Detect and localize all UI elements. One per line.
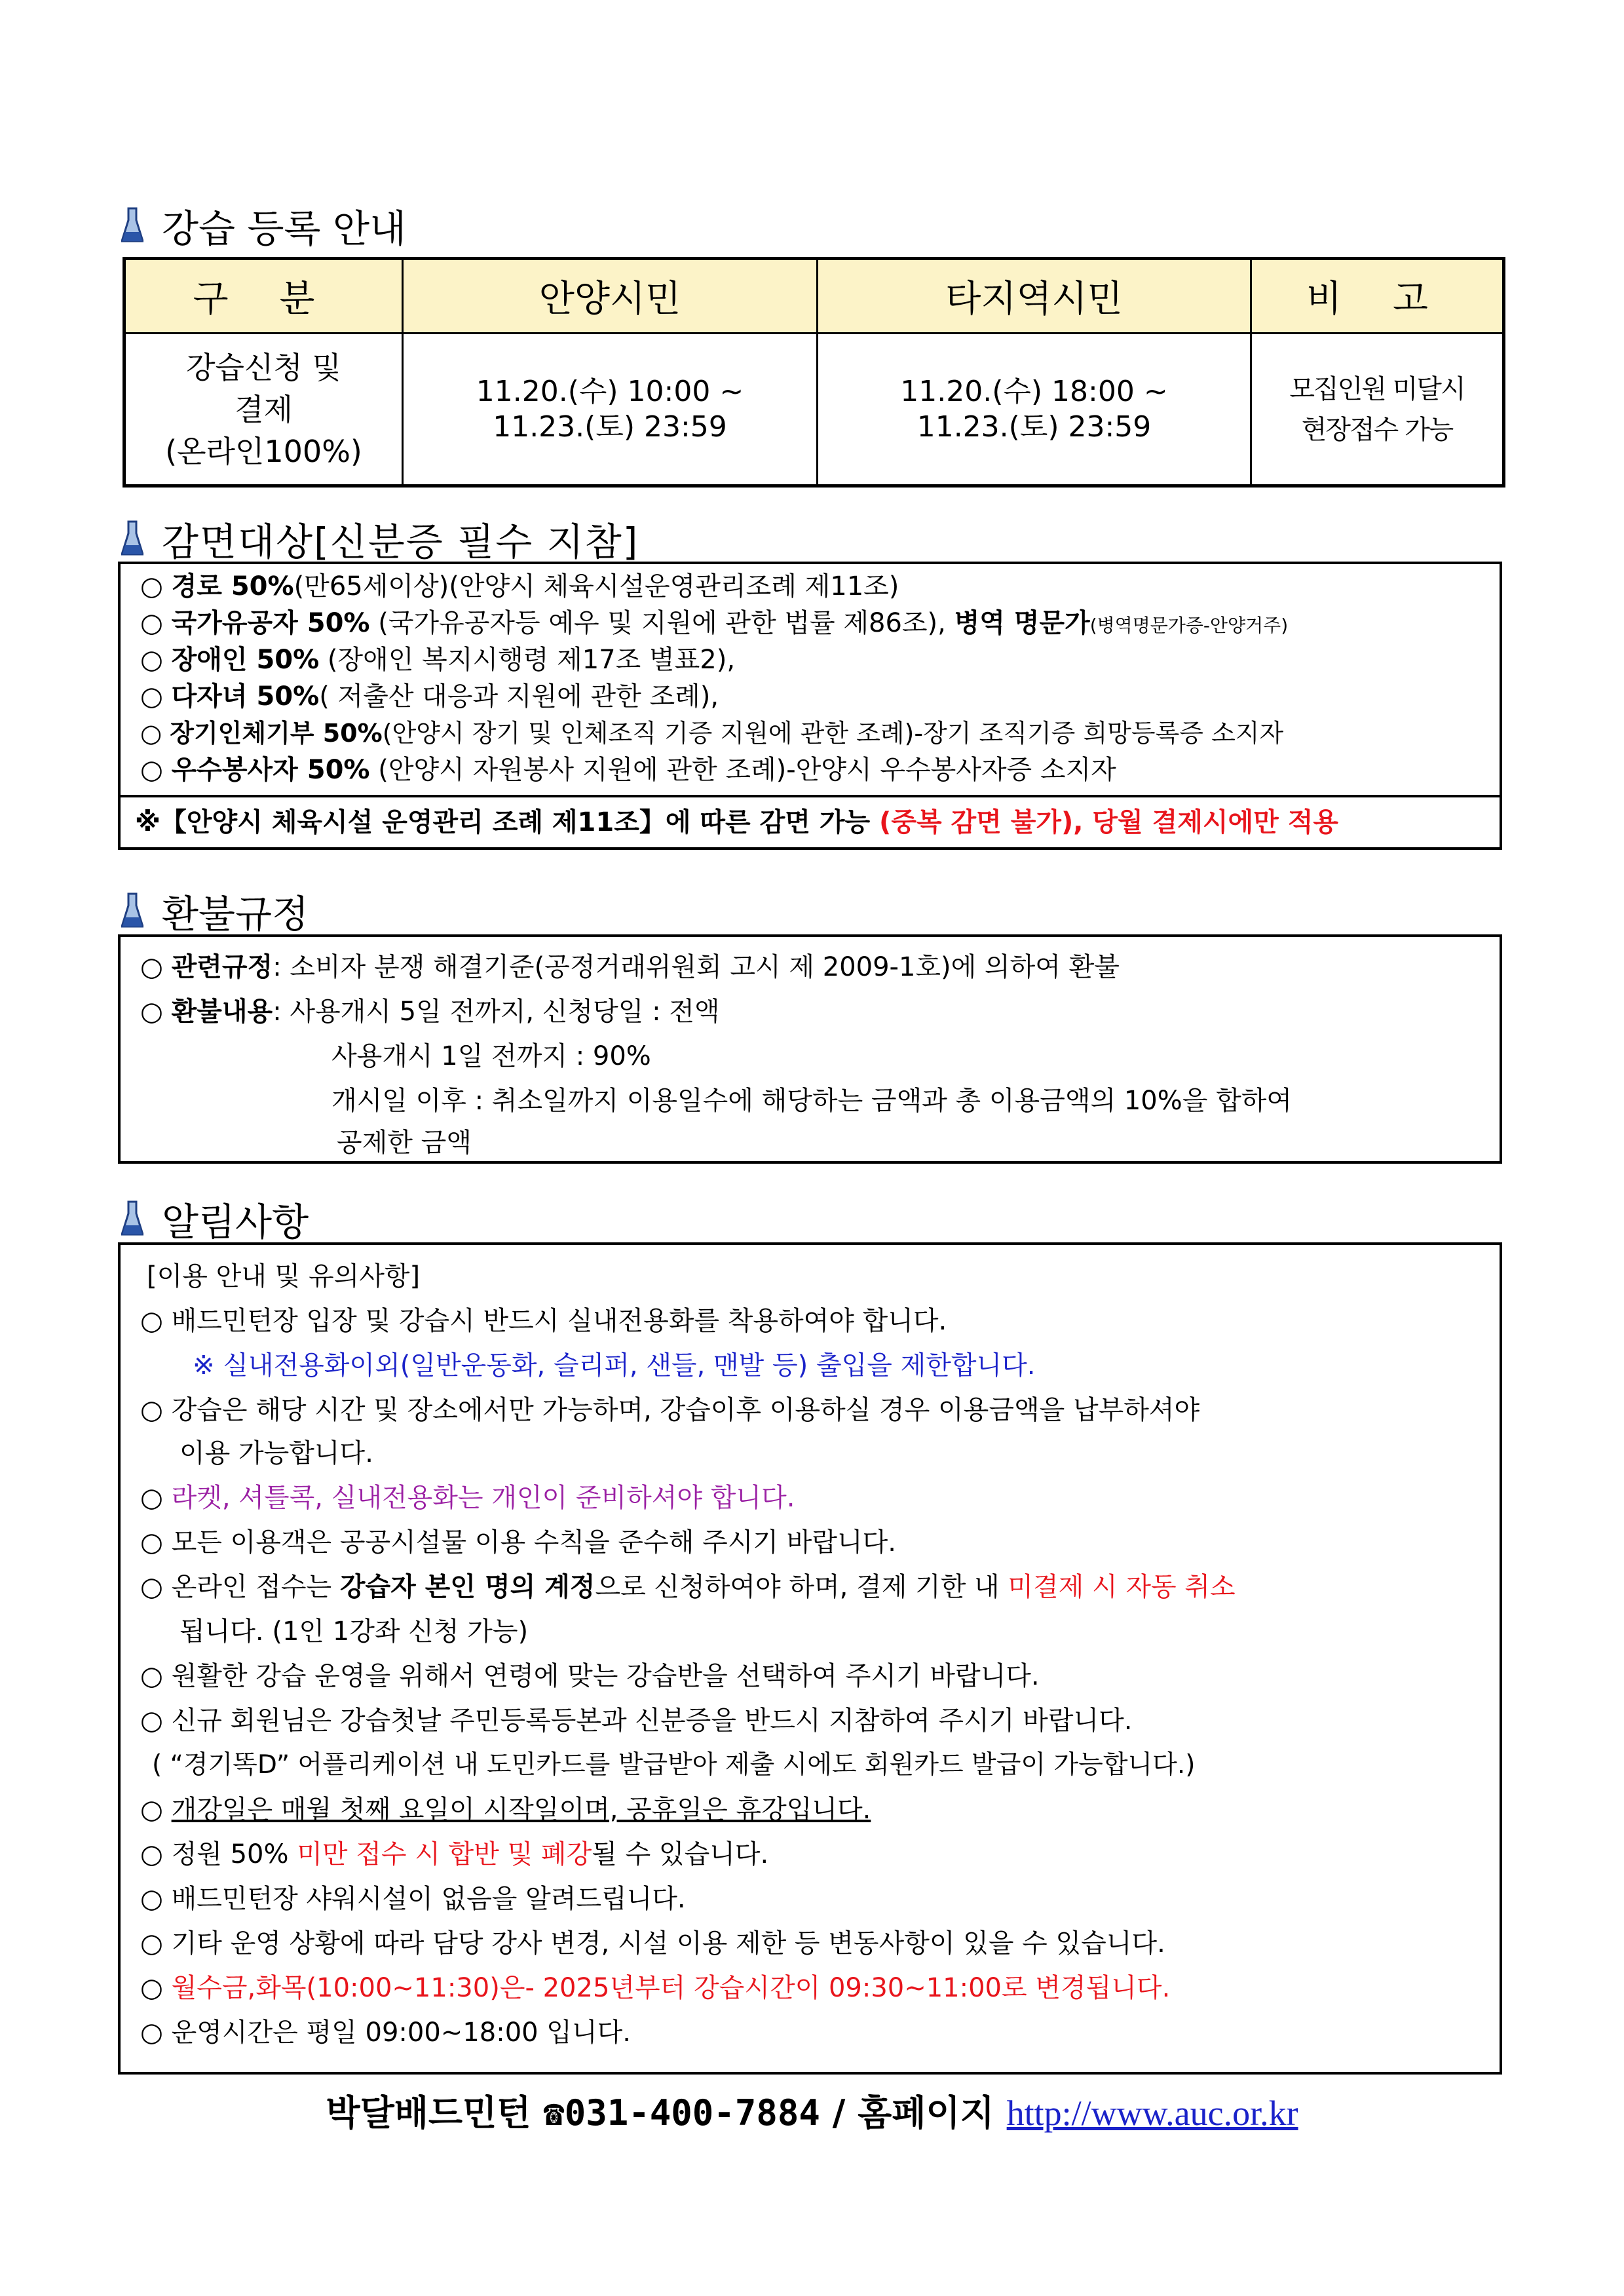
notice-text-bold: 강습자 본인 명의 계정 [339,1572,595,1602]
notice-line [140,1482,795,1514]
notice-line: 이용 가능합니다. [179,1438,373,1468]
discount-item: ○ 장기인체기부 50%(안양시 장기 및 인체조직 기증 지원에 관한 조례)-장기 조직기증 희망등록증 소지자 [140,719,1284,748]
notice-line-blue: ※ 실내전용화이외(일반운동화, 슬리퍼, 샌들, 맨발 등) 출입을 제한합니다. [193,1350,1036,1381]
notice-line: ( “경기똑D” 어플리케이션 내 도민카드를 발급받아 제출 시에도 회원카드 발급이 가능합니다.) [152,1750,1196,1780]
discount-box [118,562,1502,850]
notice-text: 될 수 있습니다. [592,1839,769,1869]
notice-line: ○ 강습은 해당 시간 및 장소에서만 가능하며, 강습이후 이용하실 경우 이용금액을 납부하셔야 [140,1395,1200,1425]
discount-item-bold: 경로 50% [171,571,294,602]
refund-rule: ○ 관련규정: 소비자 분쟁 해결기준(공정거래위원회 고시 제 2009-1호)에 의하여 환불 [140,952,1120,982]
discount-item-bold: 병역 명문가 [954,608,1090,638]
footer-phone: ☎031-400-7884 [543,2092,820,2133]
notice-line [140,1571,1236,1603]
discount-item-bold: 다자녀 50% [171,681,320,712]
flask-icon [121,520,143,557]
cell-other-line: 11.20.(수) 18:00 ~ [900,374,1168,408]
refund-rule-text: : 소비자 분쟁 해결기준(공정거래위원회 고시 제 2009-1호)에 의하여 환불 [273,952,1120,982]
notice-bullet: ○ [140,1483,172,1513]
discount-item: ○ 다자녀 50%( 저출산 대응과 지원에 관한 조례), [140,681,719,712]
cell-category-line: 결제 [235,391,293,427]
cell-anyang [403,334,818,486]
notice-bullet: ○ [140,1795,172,1825]
discount-item-text: (장애인 복지시행령 제17조 별표2), [319,645,736,675]
header-category: 구 분 [124,259,403,334]
discount-item-bold: 장애인 50% [171,645,320,675]
registration-table [123,257,1505,488]
cell-anyang-line: 11.23.(토) 23:59 [493,410,727,444]
registration-title: 강습 등록 안내 [162,206,407,251]
discount-note-red: (중복 감면 불가), 당월 결제시에만 적용 [879,807,1339,837]
discount-item-bold: 우수봉사자 50% [171,755,370,785]
footer-name: 박달배드민턴 [326,2092,531,2133]
refund-rule-label: 관련규정 [171,952,273,982]
cell-anyang-line: 11.20.(수) 10:00 ~ [476,374,744,408]
notice-heading: [이용 안내 및 유의사항] [147,1261,421,1292]
notice-text-red: 월수금,화목(10:00~11:30)은- 2025년부터 강습시간이 09:30~11:00로 변경됩니다. [171,1973,1171,2003]
notice-line [140,1972,1170,2004]
header-note: 비 고 [1251,259,1504,334]
cell-other [818,334,1251,486]
notice-bullet: ○ [140,1973,172,2003]
discount-item: ○ 우수봉사자 50% (안양시 자원봉사 지원에 관한 조례)-안양시 우수봉사자증 소지자 [140,755,1116,785]
discount-item-bold: 국가유공자 50% [171,608,370,638]
refund-content-line: 사용개시 1일 전까지 : 90% [331,1041,651,1071]
notice-text-red: 미만 접수 시 합반 및 폐강 [297,1839,592,1869]
discount-item-small: (병역명문가증-안양거주) [1089,615,1289,636]
notice-line: ○ 배드민턴장 입장 및 강습시 반드시 실내전용화를 착용하여야 합니다. [140,1306,947,1336]
section-title-refund [121,883,309,938]
footer-separator: / 홈페이지 [820,2092,1007,2133]
discount-note [135,807,1338,838]
discount-item-text: ( 저출산 대응과 지원에 관한 조례), [319,681,719,712]
refund-content-label: 환불내용 [171,997,273,1027]
notice-title: 알림사항 [162,1200,309,1244]
cell-note-line: 모집인원 미달시 [1289,373,1465,404]
refund-content-line: 공제한 금액 [337,1128,472,1158]
discount-divider [121,795,1500,797]
notice-line: 됩니다. (1인 1강좌 신청 가능) [179,1617,529,1647]
discount-item-bold: 장기인체기부 50% [170,719,383,748]
cell-other-line: 11.23.(토) 23:59 [916,410,1152,444]
cell-category [124,334,403,486]
discount-item: ○ 국가유공자 50% (국가유공자등 예우 및 지원에 관한 법률 제86조), 병역 명문가(병역명문가증-안양거주) [140,608,1289,638]
cell-note [1251,334,1504,486]
notice-text: ○ 정원 50% [140,1839,297,1869]
discount-item: ○ 경로 50%(만65세이상)(안양시 체육시설운영관리조례 제11조) [140,571,899,602]
discount-item-text: (국가유공자등 예우 및 지원에 관한 법률 제86조), [369,608,954,638]
notice-box [118,1242,1502,2075]
refund-content-line: 개시일 이후 : 취소일까지 이용일수에 해당하는 금액과 총 이용금액의 10%을 합하여 [331,1086,1293,1116]
refund-title: 환불규정 [162,892,309,936]
notice-line: ○ 원활한 강습 운영을 위해서 연령에 맞는 강습반을 선택하여 주시기 바랍니다. [140,1661,1040,1691]
footer [0,2085,1624,2135]
flask-icon [121,1200,143,1237]
flask-icon [121,207,143,244]
refund-box [118,934,1502,1164]
notice-line: ○ 신규 회원님은 강습첫날 주민등록등본과 신분증을 반드시 지참하여 주시기 바랍니다. [140,1706,1133,1736]
discount-item-text: (안양시 자원봉사 지원에 관한 조례)-안양시 우수봉사자증 소지자 [369,755,1116,785]
notice-line-purple: 라켓, 셔틀콕, 실내전용화는 개인이 준비하셔야 합니다. [171,1483,795,1513]
notice-text: ○ 온라인 접수는 [140,1572,340,1602]
cell-note-line: 현장접수 가능 [1301,414,1453,445]
refund-content-line: : 사용개시 5일 전까지, 신청당일 : 전액 [273,997,720,1027]
flask-icon [121,892,143,929]
discount-item: ○ 장애인 50% (장애인 복지시행령 제17조 별표2), [140,645,736,675]
section-title-discount [121,511,639,566]
notice-line [140,1794,871,1826]
cell-category-line: 강습신청 및 [186,349,341,385]
notice-text: 으로 신청하여야 하며, 결제 기한 내 [595,1572,1008,1602]
notice-line: ○ 운영시간은 평일 09:00~18:00 입니다. [140,2018,631,2048]
discount-title: 감면대상[신분증 필수 지참] [162,520,639,564]
homepage-link[interactable]: http://www.auc.or.kr [1006,2094,1298,2133]
notice-line: ○ 배드민턴장 샤워시설이 없음을 알려드립니다. [140,1884,686,1914]
refund-content: ○ 환불내용: 사용개시 5일 전까지, 신청당일 : 전액 [140,997,720,1027]
header-anyang: 안양시민 [403,259,818,334]
notice-line: ○ 모든 이용객은 공공시설물 이용 수칙을 준수해 주시기 바랍니다. [140,1527,896,1558]
notice-line: ○ 기타 운영 상황에 따라 담당 강사 변경, 시설 이용 제한 등 변동사항이 있을 수 있습니다. [140,1928,1165,1959]
cell-category-line: (온라인100%) [165,433,362,469]
section-title-registration [121,198,406,253]
section-title-notice [121,1191,309,1246]
discount-item-text: (만65세이상)(안양시 체육시설운영관리조례 제11조) [293,571,899,602]
notice-line [140,1839,768,1870]
notice-text-underline: 개강일은 매월 첫째 요일이 시작일이며, 공휴일은 휴강입니다. [171,1795,871,1825]
header-other: 타지역시민 [818,259,1251,334]
discount-note-text: ※【안양시 체육시설 운영관리 조례 제11조】에 따른 감면 가능 [135,807,880,837]
discount-item-text: (안양시 장기 및 인체조직 기증 지원에 관한 조례)-장기 조직기증 희망등록증 소지자 [382,719,1284,748]
notice-text-red: 미결제 시 자동 취소 [1008,1572,1236,1602]
